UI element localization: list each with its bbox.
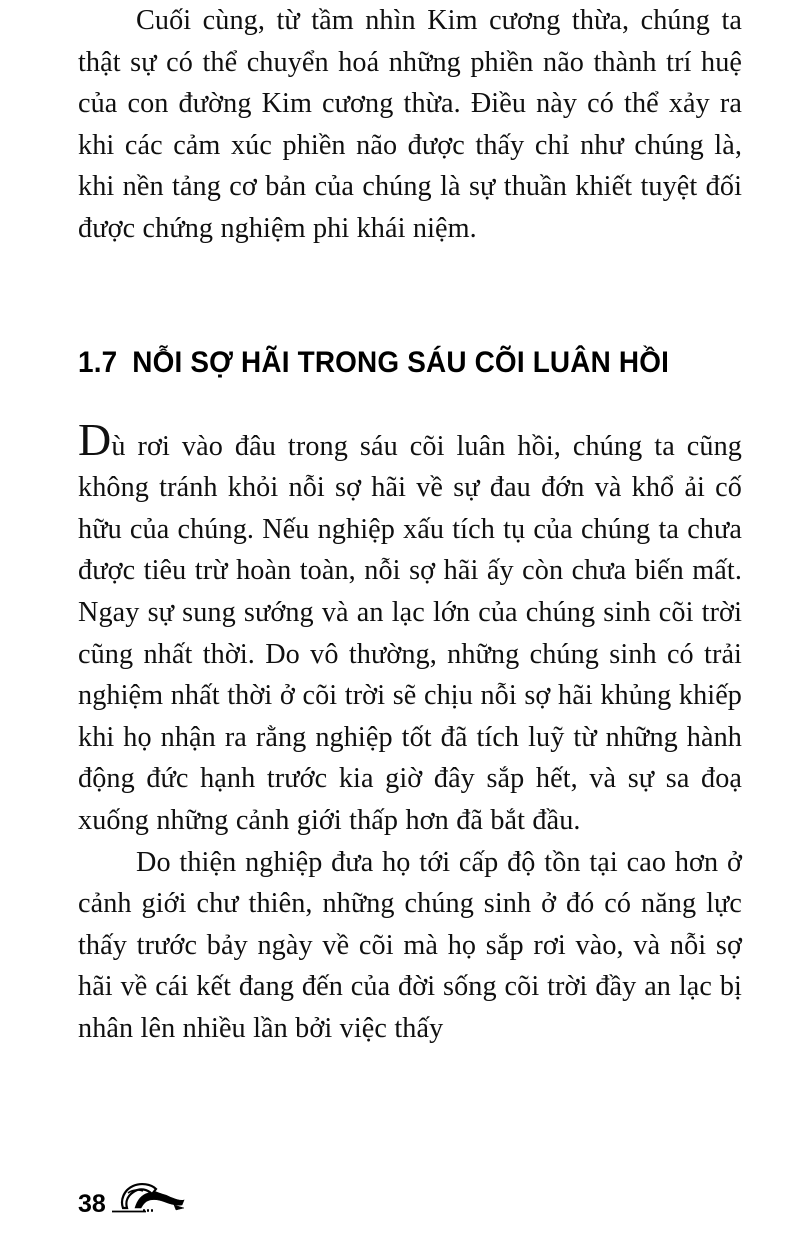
initial-cap-letter: D xyxy=(78,413,112,465)
page-footer xyxy=(78,1181,186,1218)
section-heading-number: 1.7 xyxy=(78,345,118,379)
section-spacer-bottom xyxy=(78,380,742,426)
section-heading xyxy=(78,346,696,380)
page-number: 38 xyxy=(78,1190,106,1218)
paragraph-deva-realm-foresight: Do thiện nghiệp đưa họ tới cấp độ tồn tại cao hơn ở cảnh giới chư thiên, những chúng sinh ở đó có năng lực thấy trước bảy ngày về cõi mà họ sắp rơi vào, và nỗi sợ hãi về cái kết đang đến của đời sống cõi trời đầy an lạc bị nhân lên nhiều lần bởi việc thấy xyxy=(78,846,742,1044)
paragraph-closing-vajrayana: Cuối cùng, từ tầm nhìn Kim cương thừa, chúng ta thật sự có thể chuyển hoá những phiền não thành trí huệ của con đường Kim cương thừa. Điều này có thể xảy ra khi các cảm xúc phiền não được thấy chỉ như chúng là, khi nền tảng cơ bản của chúng là sự thuần khiết tuyệt đối được chứng nghiệm phi khái niệm. xyxy=(78,5,742,244)
bird-flourish-ornament-icon xyxy=(112,1181,186,1217)
section-heading-title: NỖI SỢ HÃI TRONG SÁU CÕI LUÂN HỒI xyxy=(132,345,670,379)
text-column xyxy=(78,0,742,1049)
section-spacer-top xyxy=(78,250,742,346)
paragraph-six-realms-fear xyxy=(78,413,742,842)
paragraph-six-realms-fear-text: ù rơi vào đâu trong sáu cõi luân hồi, chúng ta cũng không tránh khỏi nỗi sợ hãi về sự đau đớn và khổ ải cố hữu của chúng. Nếu nghiệp xấu tích tụ của chúng ta chưa được tiêu trừ hoàn toàn, nỗi sợ hãi ấy còn chưa biến mất. Ngay sự sung sướng và an lạc lớn của chúng sinh cõi trời cũng nhất thời. Do vô thường, những chúng sinh có trải nghiệm nhất thời ở cõi trời sẽ chịu nỗi sợ hãi khủng khiếp khi họ nhận ra rằng nghiệp tốt đã tích luỹ từ những hành động đức hạnh trước kia giờ đây sắp hết, và sự sa đoạ xuống những cảnh giới thấp hơn đã bắt đầu. xyxy=(78,430,742,836)
